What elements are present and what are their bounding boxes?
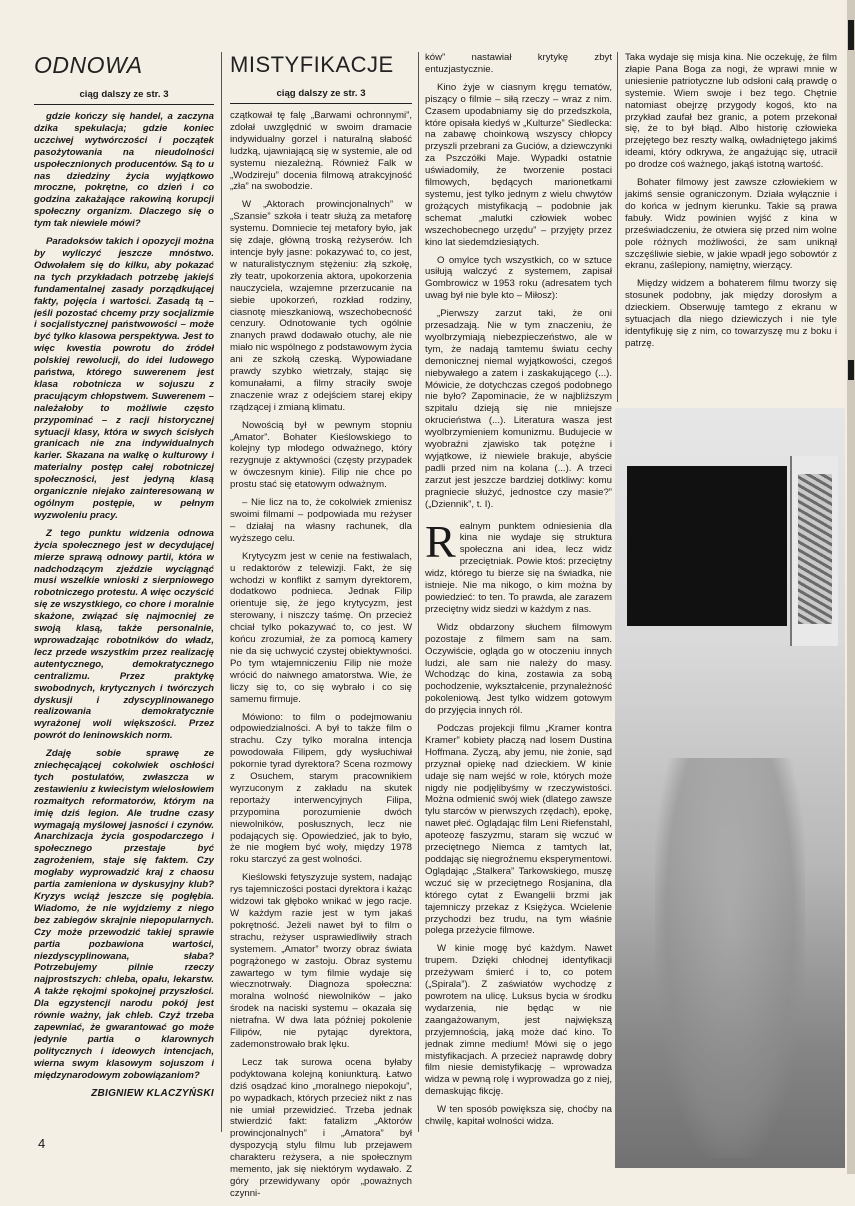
mistyfikacje-paragraph: W kinie mogę być każdym. Nawet trupem. Dzięki chłodnej identyfikacji przeżywam śmierć i to, co potem („Spirala”). Z zaświatów wychodzę z powrotem na ulicę. Luksus bycia w środku wydarzenia, nie będąc w nie zaangażowanym, jest największą przyjemnością, jaką może dać kino. To jednak zimne medium! Mówi się o jego mistyfikacjach. A przecież naprawdę dobry film niesie demistyfikację – wprowadza widza w pewną rolę i wyprowadza go z niej, demaskując fikcję. — [425, 943, 612, 1098]
photo-plant-panel — [790, 456, 838, 646]
mistyfikacje-paragraph: Taka wydaje się misja kina. Nie oczekuję, że film złapie Pana Boga za nogi, że wprawi mnie w uniesienie patriotyczne lub odsłoni całą prawdę o systemie. Wiem swoje i bez tego. Chętnie natomiast obejrzę przygody kogoś, kto na przykład zaufał bez granic, a potem przekonał się, że to był błąd. Albo historię człowieka przejętego bez reszty walką, owładniętego jakimś ideami, który odkrywa, że angażując się, utracił po drodze coś ważnego, jakąś istotną wartość. — [625, 52, 837, 171]
photo-dark-window — [627, 466, 787, 626]
mistyfikacje-paragraph: Nowością był w pewnym stopniu „Amator”. Bohater Kieślowskiego to kolejny typ młodego odważnego, który rezygnuje z aktywności (częsty przypadek w ówczesnym kinie). Filip nie chce po prostu stać się etatowym odważnym. — [230, 419, 412, 491]
mistyfikacje-column-1 — [230, 52, 412, 1206]
column-divider — [418, 52, 419, 1132]
drop-cap: R — [425, 515, 456, 567]
photo-leaves — [798, 474, 832, 624]
mistyfikacje-column-2 — [425, 52, 612, 1132]
edge-mark — [848, 360, 854, 380]
odnowa-paragraph: Paradoksów takich i opozycji można by wyliczyć jeszcze mnóstwo. Odwołałem się do kilku, aby pokazać na tych przykładach potrzebę jakiejś fundamentalnej zasady porządkującej fakty, pojęcia i wartości. Zasadą tą – jeśli pozostać chcemy przy socjalizmie i socjalistycznej państwowości – może być tylko klasowa perspektywa. Jest to więc kwestia powrotu do źródeł polskiej rewolucji, do idei ludowego państwa, którego suwerenem jest klasa robotnicza w sojuszu z pracującym chłopstwem. Suwerenem – należałoby to możliwie często przypominać – z racji historycznej sytuacji klasy, która w swych ścisłych granicach nie zna indywidualnych karier. Skazana na walkę o kulturowy i materialny postęp całej robotniczej społeczności, jest jedyną klasą organicznie niejako zainteresowaną w ogólnym postępie, w pełnym wyzwoleniu pracy. — [34, 236, 214, 521]
mistyfikacje-title: MISTYFIKACJE — [230, 52, 394, 77]
mistyfikacje-paragraph: – Nie licz na to, że cokolwiek zmienisz swoimi filmami – podpowiada mu reżyser – działaj na własny rachunek, dla wyższego celu. — [230, 497, 412, 544]
mistyfikacje-paragraph: ków” nastawiał krytykę zbyt entuzjastycznie. — [425, 52, 612, 75]
page-edge — [847, 0, 855, 1174]
mistyfikacje-paragraph: Kino żyje w ciasnym kręgu tematów, piszący o filmie – siłą rzeczy – wraz z nim. Czasem upodabniamy się do przedszkola, które opisała kiedyś w „Kulturze” Siedlecka: na zabawę choinkową wszyscy chłopcy przyszli przebrani za Guciów, a dziewczynki za Pszczółki Maje. Wypadki ostatnie uświadomiły, że tworzenie postaci filmowych, będących marionetkami systemu, jest tylko jednym z wielu chwytów grożących mistyfikacją – podobnie jak schemat „malutki człowiek wobec wszechobecnego urzędu” – przyjęty przez kino lat siedemdziesiątych. — [425, 81, 612, 248]
column-divider — [221, 52, 222, 1132]
mistyfikacje-quote: „Pierwszy zarzut taki, że oni przesadzają. Nie w tym znaczeniu, że wyolbrzymiają niebezpieczeństwo, ale w tym, że nadają tamtemu światu cechy demonicznej niemal wyjątkowości, czegoś niebywałego a zatem i zaskakującego (...). Mówicie, że dotychczas czegoś podobnego nie było? Zapominacie, że w najbliższym szpitalu dzieją się nie mniejsze okrucieństwa (...). Literatura wasza jest wyolbrzymieniem komunizmu. Budujecie w wyobraźni zjawisko tak potężne i wyjątkowe, iż niewiele brakuje, abyście padli przed nim na kolana (...). A trzeci zarzut jest jeszcze bardziej dotkliwy: komu pragniecie służyć, jednostce czy masie?” („Dziennik”, t. I). — [425, 308, 612, 510]
odnowa-title: ODNOWA — [34, 52, 143, 78]
odnowa-paragraph: gdzie kończy się handel, a zaczyna dzika spekulacja; gdzie koniec uczciwej wytwórczości i początek pasożytowania na nieudolności uspołecznionych producentów. Są to u nas dziedziny życia wyjątkowo mroczne, pokrętne, co dzień i co godzina zakażające rakowiną korupcji społeczny organizm. Dlaczego się o tym tak niewiele mówi? — [34, 111, 214, 230]
mistyfikacje-paragraph: Podczas projekcji filmu „Kramer kontra Kramer” kobiety płaczą nad losem Dustina Hoffmana. Zyczą, aby jemu, nie żonie, sąd przyznał opiekę nad dzieckiem. W kinie udaje się nam wejść w role, których może nigdy nie podjęlibyśmy w rzeczywistości. Można odmienić swój wiek (dlatego zawsze tylu starców w pierwszych rzędach), epokę, nawet płeć. Oglądając film Leni Riefenstahl, apoteozę faszyzmu, staram się wczuć w przeciętnego Niemca z tamtych lat, poddając się niegroźnemu eksperymentowi. Oglądając „Stalkera” Tarkowskiego, muszę wczuć się w przeciętnego Rosjanina, dla którego cytat z Ewangelii brzmi jak tajemniczy przekaz z Księżyca. Wcielenie przychodzi bez trudu, na tym właśnie polega przeżycie filmowe. — [425, 723, 612, 937]
odnowa-column — [34, 52, 214, 1099]
odnowa-paragraph: Zdaję sobie sprawę ze zniechęcającej cokolwiek oschłości tych postulatów, zwłaszcza w zestawieniu z kwiecistym wielosłowiem rozmaitych reformatorów, którym na imię dziś legion. Ale trudne czasy wymagają myślowej jasności i czynów. Anarchizacja życia gospodarczego i społecznego przestaje być zagrożeniem, staje się faktem. Czy mogłaby wyprowadzić kraj z chaosu partia zamieniona w dyskusyjny klub? Kryzys wciąż jeszcze się pogłębia. Wiadomo, że nie wyjdziemy z niego bez zabiegów skrajnie niepopularnych. Czy może przewodzić takiej sprawie partia pozbawiona wartości, niezdyscyplinowana, słaba? Potrzebujemy pilnie rzeczy najprostszych: chleba, opału, lekarstw. A także rękojmi spokojnej przyszłości. Dla egzystencji narodu pokój jest równie ważny, jak chleb. Czyż trzeba zapewniać, że gwarantować go może jedynie partia o klarownych politycznych i ideowych intencjach, wierna swym klasowym sojuszom i międzynarodowym zobowiązaniom? — [34, 748, 214, 1081]
odnowa-continued-label: ciąg dalszy ze str. 3 — [34, 89, 214, 105]
mistyfikacje-paragraph: czątkował tę falę „Barwami ochronnymi”, zdołał uwzględnić w swoim dramacie indywidualny gorzel i naturalną słabość ludzką, ujawniającą się w systemie, ale od systemu niezależną. Również Falk w „Wodzireju” docenia filmową atrakcyjność „zła” na swobodzie. — [230, 110, 412, 193]
page-number: 4 — [38, 1136, 46, 1151]
mistyfikacje-lead-paragraph — [425, 515, 612, 616]
mistyfikacje-paragraph: O omylce tych wszystkich, co w sztuce usiłują walczyć z systemem, zapisał Gombrowicz w 1953 roku (adresatem tych uwag był nie byle kto – Miłosz): — [425, 254, 612, 302]
mistyfikacje-paragraph: Widz obdarzony słuchem filmowym pozostaje z filmem sam na sam. Oczywiście, ogląda go w otoczeniu innych ludzi, ale sam nie należy do masy. Wchodząc do kina, zostawia za sobą pochodzenie, wykształcenie, przynależność pokoleniową. Jest tylko widzem gotowym do przyjęcia innych ról. — [425, 621, 612, 717]
edge-mark — [848, 20, 854, 50]
mistyfikacje-continued-label: ciąg dalszy ze str. 3 — [230, 88, 412, 104]
mistyfikacje-paragraph: Krytycyzm jest w cenie na festiwalach, u redaktorów z telewizji. Fakt, że się wchodzi w konflikt z samym dyrektorem, dodatkowo podnieca. Jednak Filip orientuje się, że jego krytycyzm, jest sterowany, i niszczy taśmę. On przecież chciał tylko pokazywać to, co jest. W końcu zrozumiał, że za pomocą kamery nie da się uchwycić czystej obiektywności. Po tym wtajemniczeniu Filip nie może wrócić do naiwnego amatorstwa. Wie, że liczy się to, co się wybrało i co się samemu firmuje. — [230, 550, 412, 705]
mistyfikacje-paragraph: Mówiono: to film o podejmowaniu odpowiedzialności. A był to także film o strachu. Czy tylko moralna intencja powodowała Filipem, gdy wysłuchiwał pokornie tyrad dyrektora? Scena rozmowy z Osuchem, starym pracownikiem wyrzuconym z zakładu na skutek reportaży interwencyjnych Filipa, przypomina porozumienie dwóch niewolników, posłusznych, lecz nie podających się. Opowiedzieć, jak to było, że nie mogłem być woły, między 1978 roku starczyć za gest wolności. — [230, 711, 412, 866]
mistyfikacje-paragraph: Bohater filmowy jest zawsze człowiekiem w jakimś sensie ograniczonym. Działa wyłącznie i do końca w jednym kierunku. Takie są prawa fabuły. Widz powinien wyjść z kina w przeświadczeniu, że otwiera się przed nim wolne pole różnych możliwości, że sam uniknął szczęśliwie siebie, w jakie wpadł jego sobowtór z ekranu, zaślepiony, namiętny, wierzący. — [625, 177, 837, 272]
mistyfikacje-paragraph: W ten sposób powiększa się, choćby na chwilę, kapitał wolności widza. — [425, 1104, 612, 1128]
column-divider — [617, 52, 618, 402]
mistyfikacje-paragraph: Między widzem a bohaterem filmu tworzy się stosunek podobny, jak między dorosłym a dzieckiem. Obserwuję tamtego z ekranu w sytuacjach dla niego dziewiczych i nie tyle identyfikuję się z nim, co towarzyszę mu z boku i patrzę. — [625, 278, 837, 349]
film-still-photo — [615, 408, 845, 1168]
mistyfikacje-paragraph: Kieślowski fetyszyzuje system, nadając rys tajemniczości postaci dyrektora i każąc widzowi tak głęboko wnikać w jego racje. W każdym razie jest w tym jakaś pokrętność. Jeżeli nawet był to film o strachu, reżyser usprawiedliwiły strach systemem. „Amator” tworzy obraz świata pogrążonego w zastoju. Obraz systemu zawartego w tym filmie wydaje się wiecznotrwały. Diagnoza społeczna: moralna wolność niewolników – jako środek na naciski systemu – okazała się nietrafna. W dwa lata później pokolenie Filipów, nie pytając dyrektora, zademonstrowało brak lęku. — [230, 872, 412, 1050]
mistyfikacje-column-3 — [625, 52, 837, 402]
lead-text: ealnym punktem odniesienia dla kina nie wydaje się struktura społeczna ani idea, lecz widz przeciętniak. Powie ktoś: przeciętny widz, którego tu bierze się na świadka, nie istnieje. Nie ma nikogo, o kim można by powiedzieć: to ten. To prawda, ale zarazem przeciętny widz siedzi w każdym z nas. — [425, 520, 612, 615]
mistyfikacje-paragraph: Lecz tak surowa ocena byłaby podyktowana kolejną koniunkturą. Łatwo dziś osądzać kino „moralnego niepokoju”, po wypadkach, których przecież nikt z nas nie umiał przewidzieć. Trzeba jednak stwierdzić fakt: fatalizm „Aktorów prowincjonalnych” i „Amatora” był dyspozycją stylu filmu lub przejawem charakteru reżysera, a nie społecznym memento, jak się niektórym wydawało. Z góry przewidywany opór „poważnych czynni- — [230, 1056, 412, 1199]
mistyfikacje-paragraph: W „Aktorach prowincjonalnych” w „Szansie” szkoła i teatr służą za metaforę systemu. Domniecie tej metafory było, jak się zdaje, główną troską reżyserów. Ich intencje były jasne: pokazywać to, co jest, w naturalistycznym stężeniu: złą szkołę, zły teatr, upokorzenia aktora, upokorzenia nauczyciela, wzajemne przerzucanie na siebie upokorzeń, rozkład rodziny, ciasnotę mieszkaniową, wszechobecność cenzury. Odnotowanie tych ogólnie znanych prawd dodawało otuchy, ale nie miało nic wspólnego z podstawowym życia ani ze szkołą czeską. Wypowiadane prawdy szybko wietrzały, stając się komunałami, a filmy straciły swoje znaczenie wraz z odejściem starej ekipy rządzącej i zmianą klimatu. — [230, 199, 412, 413]
odnowa-author: ZBIGNIEW KLACZYŃSKI — [91, 1087, 214, 1099]
photo-figure — [655, 758, 805, 1158]
odnowa-paragraph: Z tego punktu widzenia odnowa życia społecznego jest w decydującej mierze sprawą odnowy partii, która w nadchodzącym zjeździe wyciągnąć musi wszelkie wnioski z sierpniowego robotniczego protestu. A więc oczyścić się ze wszystkiego, co chore i moralnie skażone, związać się najmocniej ze swoją klasą, także personalnie, wprowadzając robotników do władz, lecz przede wszystkim przez realizację autentycznego, demokratycznego centralizmu. Przez praktykę swobodnych, krytycznych i twórczych dyskusji i zdyscyplinowanego realizowania demokratycznie wyrażonej woli większości. Przez powrót do leninowskich norm. — [34, 527, 214, 742]
